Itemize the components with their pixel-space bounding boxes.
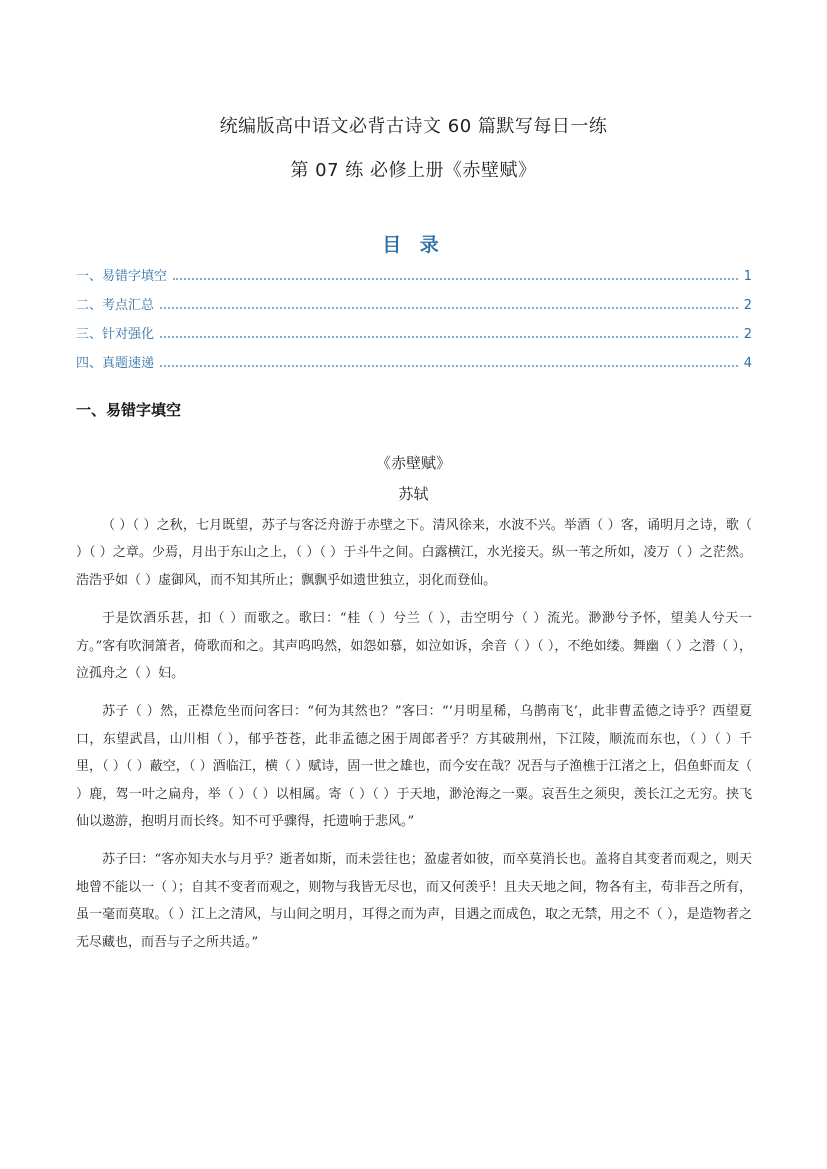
toc-item-3[interactable] (76, 323, 752, 352)
table-of-contents (76, 265, 752, 381)
toc-leader-dots (160, 365, 738, 367)
poem-paragraph: 苏子（ ）然，正襟危坐而问客曰：“何为其然也？”客曰：“‘月明星稀，乌鹊南飞’，此非曹孟德之诗乎？西望夏口，东望武昌，山川相（ ），郁乎苍苍，此非孟德之困于周郎者乎？方其破荆州，下江陵，顺流而东也，（ ）（ ）千里，（ ）（ ）蔽空，（ ）酒临江，横（ ）赋诗，固一世之雄也，而今安在哉？况吾与子渔樵于江渚之上，侣鱼虾而友（ ）鹿，驾一叶之扁舟，举（ ）（ ）以相属。寄（ ）（ ）于天地，渺沧海之一粟。哀吾生之须臾，羡长江之无穷。挟飞仙以遨游，抱明月而长终。知不可乎骤得，托遗响于悲风。” (76, 704, 752, 830)
toc-item-4[interactable] (76, 352, 752, 381)
toc-item-2[interactable] (76, 294, 752, 323)
poem-paragraph: 于是饮酒乐甚，扣（ ）而歌之。歌曰：“桂（ ）兮兰（ ），击空明兮（ ）流光。渺渺兮予怀，望美人兮天一方。”客有吹洞箫者，倚歌而和之。其声呜呜然，如怨如慕，如泣如诉，余音（ ）（ ），不绝如缕。舞幽（ ）之潜（ ），泣孤舟之（ ）妇。 (76, 611, 752, 682)
poem-title: 《赤壁赋》 (375, 454, 451, 472)
toc-item-label: 二、考点汇总 (76, 298, 155, 313)
toc-item-page: 2 (743, 327, 752, 342)
toc-item-label: 四、真题速递 (76, 356, 155, 371)
toc-leader-dots (160, 307, 738, 309)
toc-heading: 目 录 (382, 234, 445, 256)
document-subtitle: 第 07 练 必修上册《赤壁赋》 (290, 160, 537, 181)
toc-item-page: 4 (743, 356, 752, 371)
toc-item-page: 1 (743, 269, 752, 284)
toc-item-label: 三、针对强化 (76, 327, 155, 342)
poem-author: 苏轼 (398, 485, 429, 503)
toc-leader-dots (160, 336, 738, 338)
document-title: 统编版高中语文必背古诗文 60 篇默写每日一练 (219, 116, 608, 137)
toc-item-label: 一、易错字填空 (76, 269, 168, 284)
section-heading: 一、易错字填空 (76, 401, 182, 419)
toc-item-1[interactable] (76, 265, 752, 294)
toc-item-page: 2 (743, 298, 752, 313)
poem-body (76, 512, 752, 967)
toc-leader-dots (173, 278, 738, 280)
poem-paragraph: 苏子曰：“客亦知夫水与月乎？逝者如斯，而未尝往也；盈虚者如彼，而卒莫消长也。盖将自其变者而观之，则天地曾不能以一（ ）；自其不变者而观之，则物与我皆无尽也，而又何羡乎！且夫天地之间，物各有主，苟非吾之所有，虽一毫而莫取。（ ）江上之清风，与山间之明月，耳得之而为声，目遇之而成色，取之无禁，用之不（ ），是造物者之无尽藏也，而吾与子之所共适。” (76, 852, 752, 950)
poem-paragraph: （ ）（ ）之秋，七月既望，苏子与客泛舟游于赤壁之下。清风徐来，水波不兴。举酒（ ）客，诵明月之诗，歌（ ）（ ）之章。少焉，月出于东山之上，（ ）（ ）于斗牛之间。白露横江，水光接天。纵一苇之所如，凌万（ ）之茫然。浩浩乎如（ ）虚御风，而不知其所止；飘飘乎如遗世独立，羽化而登仙。 (76, 518, 752, 588)
